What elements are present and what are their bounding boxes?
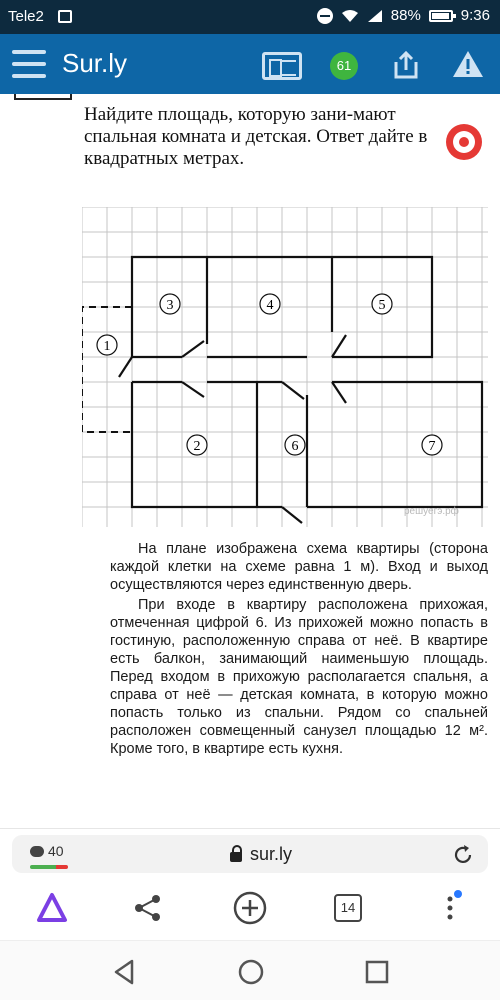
lifebuoy-icon[interactable]: [446, 124, 482, 160]
battery-percent: 88%: [390, 7, 421, 24]
battery-icon: [429, 10, 453, 22]
room-label-4: [260, 294, 280, 314]
room-label-6: [285, 435, 305, 455]
room-label-1: [97, 335, 117, 355]
warning-icon[interactable]: [452, 49, 484, 79]
lock-icon: [230, 852, 242, 862]
svg-text:7: 7: [428, 439, 436, 454]
signal-icon: [367, 9, 383, 23]
share-icon[interactable]: [393, 50, 419, 80]
more-menu-icon[interactable]: [432, 890, 468, 926]
room-labels: [97, 294, 442, 455]
url-text: sur.ly: [250, 844, 293, 864]
back-icon[interactable]: [110, 957, 140, 987]
carrier-name: Tele2: [8, 8, 44, 25]
status-right: [317, 7, 490, 24]
watermark: решуегэ.рф: [404, 506, 459, 517]
grid: [82, 207, 488, 527]
apartment-plan: [82, 207, 488, 527]
comment-bubble-icon: [30, 846, 44, 857]
description-paragraph-1: На плане изображена схема квартиры (сторона каждой клетки на схеме равна 1 м). Вход и выход осуществляются через единственную дверь.: [110, 541, 488, 593]
menu-icon[interactable]: [12, 50, 46, 78]
svg-text:6: 6: [291, 439, 299, 454]
gallery-notification-icon: [58, 10, 72, 23]
room-label-7: [422, 435, 442, 455]
status-bar: [0, 0, 500, 34]
address-pill[interactable]: [12, 835, 488, 873]
comments-count: 40: [48, 843, 64, 859]
share-icon[interactable]: [130, 890, 166, 926]
svg-text:2: 2: [193, 439, 201, 454]
svg-text:5: 5: [378, 298, 386, 313]
svg-text:3: 3: [166, 298, 174, 313]
wifi-icon: [341, 9, 359, 23]
home-icon[interactable]: [236, 957, 266, 987]
question-text: Найдите площадь, которую зани-мают спальная комната и детская. Ответ дайте в квадратных метрах.: [84, 104, 428, 169]
page-content: [0, 94, 500, 828]
app-title: Sur.ly: [62, 48, 128, 78]
description-paragraph-2: При входе в квартиру расположена прихожая, отмеченная цифрой 6. Из прихожей можно попасть в гостиную, расположенную справа от неё. В квартире есть балкон, занимающий наименьшую площадь. Перед входом в прихожую располагается спальня, а справа от неё — детская комната, в которую можно попасть только из спальни. Рядом со спальней расположен совмещенный санузел площадью 12 м². Кроме того, в квартире есть кухня.: [110, 597, 488, 757]
room-label-2: [187, 435, 207, 455]
room-label-5: [372, 294, 392, 314]
previous-figure-edge: [14, 94, 72, 100]
reload-icon[interactable]: [452, 844, 474, 866]
browser-toolbar: [0, 878, 500, 940]
rating-bar: [30, 865, 68, 869]
clock: 9:36: [460, 7, 490, 24]
comments-counter[interactable]: [30, 843, 64, 859]
url-display[interactable]: [230, 844, 292, 865]
app-header: [0, 34, 500, 94]
problem-description: [110, 540, 488, 760]
recents-icon[interactable]: [362, 957, 392, 987]
dnd-icon: [317, 8, 333, 24]
svg-text:1: 1: [103, 339, 111, 354]
new-tab-icon[interactable]: [232, 890, 268, 926]
alice-assistant-icon[interactable]: [34, 890, 70, 926]
room-label-3: [160, 294, 180, 314]
svg-text:4: 4: [266, 298, 274, 313]
notification-badge[interactable]: 61: [330, 52, 358, 80]
android-nav-bar: [0, 940, 500, 1000]
news-icon[interactable]: [262, 52, 302, 80]
address-bar: [0, 828, 500, 878]
tabs-count-button[interactable]: 14: [334, 894, 362, 922]
